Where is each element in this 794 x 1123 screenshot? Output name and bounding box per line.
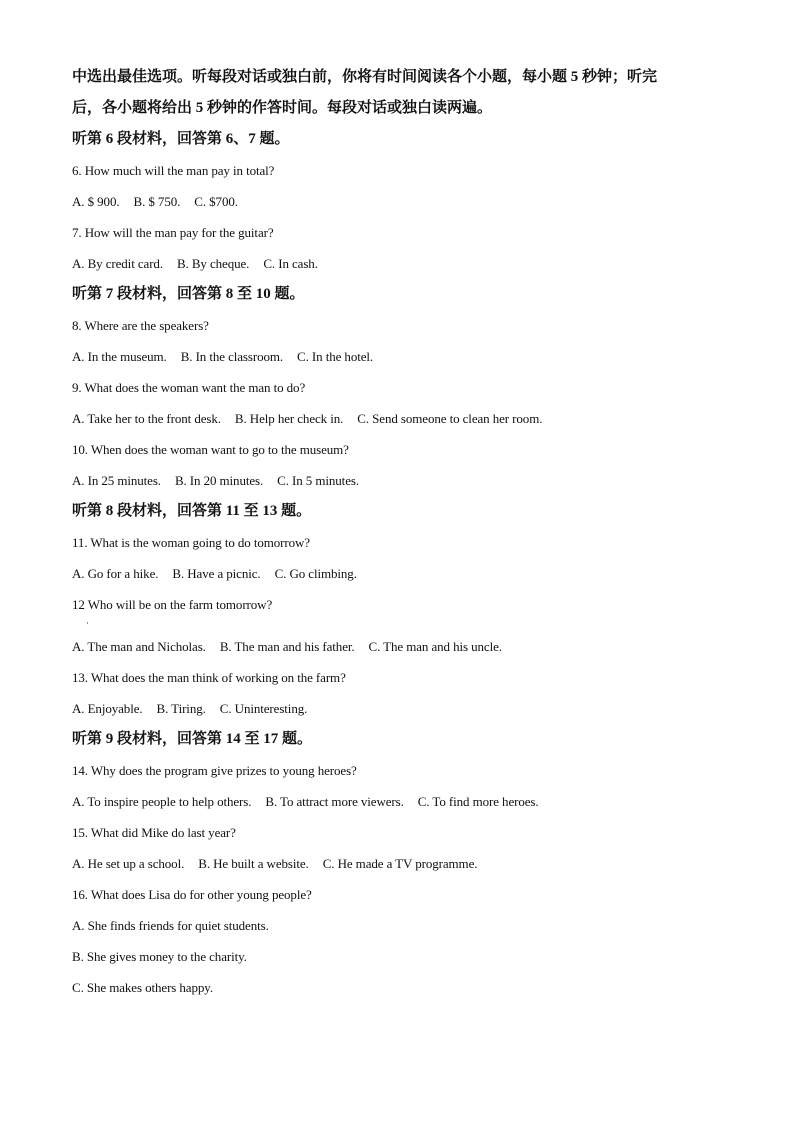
section-heading: 听第 7 段材料，回答第 8 至 10 题。 [72, 286, 305, 302]
option-a: A. Go for a hike. [72, 566, 159, 581]
option-b: B. Help her check in. [234, 411, 344, 426]
question-options [72, 248, 722, 279]
option-c: C. Send someone to clean her room. [357, 411, 543, 426]
question-options [72, 848, 722, 879]
question-stem: 13. What does the man think of working on the farm? [72, 670, 346, 685]
option-c: C. $700. [194, 194, 238, 209]
option-b: B. The man and his father. [219, 639, 355, 654]
question-stem: 7. How will the man pay for the guitar? [72, 225, 274, 240]
section-heading: 听第 8 段材料，回答第 11 至 13 题。 [72, 503, 312, 519]
question-stem: 11. What is the woman going to do tomorrow? [72, 535, 310, 550]
option-a: A. In 25 minutes. [72, 473, 161, 488]
option-c: C. The man and his uncle. [368, 639, 502, 654]
question-stem: 12 Who will be on the farm tomorrow? [72, 597, 273, 612]
question-stem: 6. How much will the man pay in total? [72, 163, 275, 178]
option-c: C. In 5 minutes. [277, 473, 359, 488]
option-a: A. Take her to the front desk. [72, 411, 221, 426]
question-options [72, 631, 722, 662]
stray-dot: · [86, 618, 89, 628]
question-stem: 8. Where are the speakers? [72, 318, 209, 333]
option-b: B. He built a website. [198, 856, 309, 871]
option-b: B. In the classroom. [180, 349, 284, 364]
question-options [72, 786, 722, 817]
option-c: C. To find more heroes. [417, 794, 539, 809]
document-page [72, 62, 722, 1003]
option-a: A. She finds friends for quiet students. [72, 918, 269, 933]
option-a: A. Enjoyable. [72, 701, 143, 716]
question-options [72, 693, 722, 724]
option-c: C. She makes others happy. [72, 980, 213, 995]
option-a: A. By credit card. [72, 256, 163, 271]
option-b: B. By cheque. [176, 256, 250, 271]
option-c: C. He made a TV programme. [322, 856, 478, 871]
option-b: B. Have a picnic. [172, 566, 261, 581]
option-a: A. To inspire people to help others. [72, 794, 252, 809]
option-b: B. Tiring. [156, 701, 206, 716]
option-c: C. Go climbing. [274, 566, 357, 581]
intro-line-2: 后，各小题将给出 5 秒钟的作答时间。每段对话或独白读两遍。 [72, 100, 493, 116]
question-stem: 14. Why does the program give prizes to young heroes? [72, 763, 357, 778]
intro-line-1: 中选出最佳选项。听每段对话或独白前，你将有时间阅读各个小题，每小题 5 秒钟；听完 [72, 69, 658, 85]
option-b: B. She gives money to the charity. [72, 949, 247, 964]
question-stem: 9. What does the woman want the man to do? [72, 380, 306, 395]
option-b: B. $ 750. [133, 194, 181, 209]
section-heading: 听第 9 段材料，回答第 14 至 17 题。 [72, 731, 313, 747]
option-a: A. He set up a school. [72, 856, 185, 871]
option-a: A. $ 900. [72, 194, 120, 209]
question-options [72, 403, 722, 434]
question-stem: 16. What does Lisa do for other young people? [72, 887, 312, 902]
option-c: C. In cash. [263, 256, 318, 271]
section-heading: 听第 6 段材料，回答第 6、7 题。 [72, 131, 290, 147]
option-a: A. The man and Nicholas. [72, 639, 206, 654]
question-options [72, 558, 722, 589]
question-options [72, 341, 722, 372]
option-c: C. Uninteresting. [219, 701, 308, 716]
question-stem: 15. What did Mike do last year? [72, 825, 236, 840]
question-options [72, 186, 722, 217]
question-stem: 10. When does the woman want to go to the museum? [72, 442, 349, 457]
question-options [72, 465, 722, 496]
option-b: B. To attract more viewers. [265, 794, 404, 809]
option-b: B. In 20 minutes. [174, 473, 264, 488]
option-a: A. In the museum. [72, 349, 167, 364]
option-c: C. In the hotel. [297, 349, 374, 364]
